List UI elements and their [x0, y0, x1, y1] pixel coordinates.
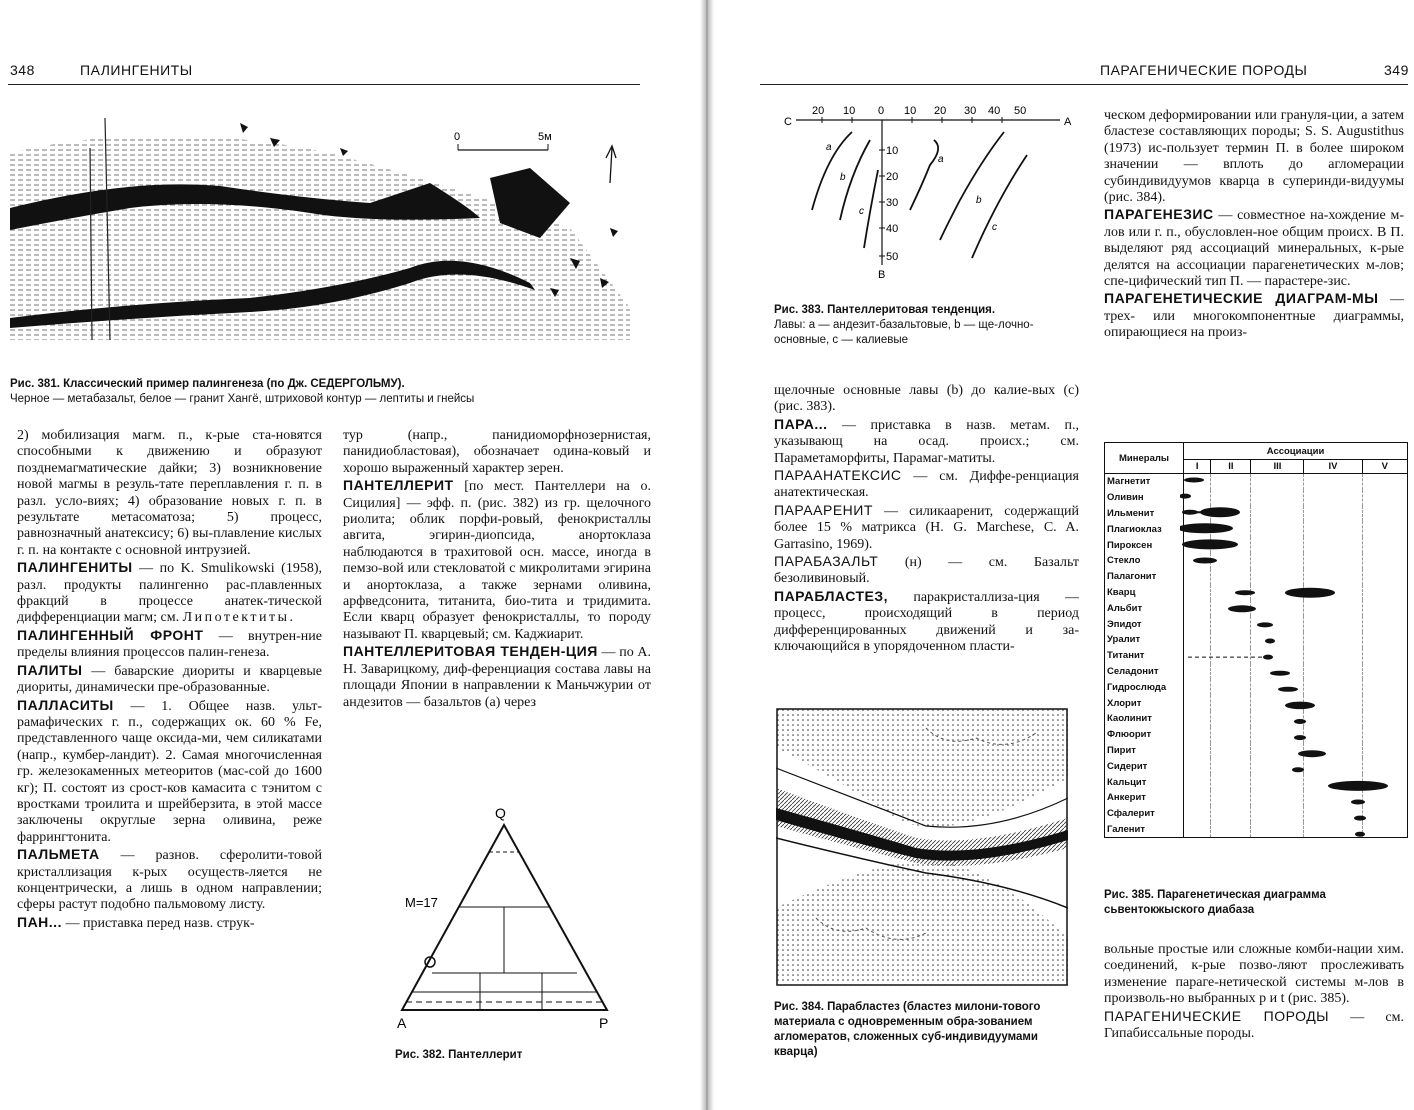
paragraph-plastic-continued: ческом деформировании или грануля-ции, а затем бластезе составляющих породы; S. S. Augustithus (1973) ис-пользует термин П. в более широком значении — вплоть до агломерации субиндивидуумов кварца в суперинди-видуумы (рис. 384).: [1104, 108, 1404, 206]
right-page: [714, 0, 1414, 1110]
mineral-name: Магнетит: [1105, 474, 1184, 490]
occurrence-mark: [1263, 655, 1273, 660]
assoc-number: II: [1211, 460, 1251, 474]
mineral-name: Сидерит: [1105, 758, 1184, 774]
mineral-name: Анкерит: [1105, 790, 1184, 806]
paragraph-lavy-continued: щелочные основные лавы (b) до калие-вых (c) (рис. 383).: [774, 383, 1079, 415]
figure-382-caption: Рис. 382. Пантеллерит: [395, 1049, 523, 1061]
occurrence-mark: [1182, 539, 1238, 549]
svg-text:20: 20: [886, 171, 899, 183]
header-rule-right: [760, 84, 1408, 85]
occurrence-mark: [1351, 800, 1365, 805]
assoc-number: III: [1251, 460, 1304, 474]
occurrence-mark: [1228, 605, 1256, 612]
entry-pallasity: ПАЛЛАСИТЫ — 1. Общее назв. ульт-рамафических г. п., содержащих ок. 60 % Fe, представленного чаще оксида-ми, чем силикатами (напр., кумбер-ландит). 2. Самая многочисленная гр. железокаменных метеоритов (мас-сой до 1600 кг); П. состоят из срост-ков камасита с тэнитом с вростками троилита и шрейберзита, в этой массе заключены округлые зерна оливина, реже фаррингтонита.: [17, 696, 322, 845]
paragraph-intro: 2) мобилизация магм. п., к-рые ста-новятся способными к движению и образуют позднемагматические дайки; 3) возникновение новой магмы в резуль-тате переплавления г. п. в разл. усло-виях; 4) образование новых г. п. в результате метасоматоза; 5) процесс, равнозначный анатексису; 6) вы-плавление кислых г. п. на контакте с основной интрузией.: [17, 428, 322, 558]
occurrence-mark: [1278, 687, 1298, 692]
occurrence-mark: [1285, 702, 1315, 710]
entry-parabazalt: ПАРАБАЗАЛЬТ (н) — см. Базальт безоливиновый.: [774, 553, 1079, 587]
svg-text:a: a: [826, 142, 832, 153]
entry-paragenezis: ПАРАГЕНЕЗИС — совместное на-хождение м-лов или г. п., обусловлен-ное общим происх. В П. выделяют ряд ассоциаций минеральных, к-рые делятся на ассоциации парагенетических м-лов; спе-цифический тип П. — парастере-зис.: [1104, 206, 1404, 290]
occurrence-mark: [1265, 639, 1275, 644]
svg-text:20: 20: [812, 105, 825, 117]
mineral-name: Пирит: [1105, 743, 1184, 759]
mineral-name: Ильменит: [1105, 506, 1184, 522]
entry-palingenity: ПАЛИНГЕНИТЫ — по K. Smulikowski (1958), разл. продукты палингенно рас-плавленных фракций в процессе анатек-тической дифференциации магм; см. Липотектиты.: [17, 559, 322, 626]
figure-383-diagram: [782, 100, 1072, 290]
entry-parablastez: ПАРАБЛАСТЕЗ, паракристаллиза-ция — процесс, происходящий в период дифференцированных движений и за-ключающийся в упорядоченном пласти-: [774, 587, 1079, 655]
svg-text:b: b: [840, 172, 846, 183]
occurrence-mark: [1180, 523, 1233, 533]
left-page: [0, 0, 700, 1110]
right-column-1: [774, 383, 1079, 656]
figure-383-caption-title: Рис. 383. Пантеллеритовая тенденция.: [774, 304, 996, 316]
mineral-name: Селадонит: [1105, 664, 1184, 680]
svg-text:30: 30: [964, 105, 977, 117]
entry-pantelleritovaya-tendentsiya: ПАНТЕЛЛЕРИТОВАЯ ТЕНДЕН-ЦИЯ — по А. Н. Заварицкому, диф-ференциация состава лавы на площади Японии в направлении к Маньчжурии от андезитов — базальтов (a) через: [343, 643, 652, 710]
m-value-label: M=17: [405, 895, 438, 910]
occurrence-mark: [1355, 832, 1365, 837]
occurrence-mark: [1184, 478, 1204, 483]
running-title-left: ПАЛИНГЕНИТЫ: [80, 62, 193, 78]
page-number-left: 348: [10, 62, 35, 78]
scale-label: 5м: [538, 131, 552, 143]
svg-text:b: b: [976, 195, 982, 206]
occurrence-mark: [1298, 750, 1326, 757]
entry-palingennyi-front: ПАЛИНГЕННЫЙ ФРОНТ — внутрен-ние пределы влияния процессов палин-генеза.: [17, 626, 322, 661]
mineral-name: Оливин: [1105, 490, 1184, 506]
left-column-1: [17, 428, 322, 932]
svg-text:30: 30: [886, 197, 899, 209]
occurrence-mark: [1328, 781, 1388, 791]
figure-382-triangle: [392, 800, 632, 1035]
header-rule-left: [8, 84, 640, 85]
occurrence-mark: [1292, 767, 1304, 772]
entry-paraanateksis: ПАРААНАТЕКСИС — см. Диффе-ренциация анатектическая.: [774, 467, 1079, 501]
page-number-right: 349: [1384, 62, 1409, 78]
entry-para: ПАРА... — приставка в назв. метам. п., указывающ на осад. происх.; см. Параметаморфиты, Парамаг-матиты.: [774, 415, 1079, 466]
svg-text:20: 20: [934, 105, 947, 117]
entry-paraarenit: ПАРААРЕНИТ — силикааренит, содержащий более 15 % матрикса (H. G. Marchese, C. A. Garrasino, 1969).: [774, 501, 1079, 552]
mineral-name: Сфалерит: [1105, 806, 1184, 822]
entry-palmeta: ПАЛЬМЕТА — разнов. сферолити-товой кристаллизация к-рых осуществ-ляется не концентрически, а лишь в одном направлении; сферы растут подобно пальмовому листу.: [17, 846, 322, 913]
mineral-name: Палагонит: [1105, 569, 1184, 585]
figure-385-marks: [1180, 472, 1408, 860]
mineral-name: Титанит: [1105, 648, 1184, 664]
paragraph-diagrammy-continued: вольные простые или сложные комби-нации хим. соединений, к-рые позво-ляют прослеживать изменение параге-нетической системы м-лов в произволь-но выбранных p и t (рис. 385).: [1104, 942, 1404, 1007]
occurrence-mark: [1285, 588, 1335, 598]
mineral-name: Кварц: [1105, 585, 1184, 601]
mineral-name: Эпидот: [1105, 616, 1184, 632]
figure-384-caption: Рис. 384. Парабластез (бластез милони-тового материала с одновременным обра-зованием агломератов, сложенных суб-индивидуумами кварца): [774, 1001, 1041, 1058]
svg-text:c: c: [992, 222, 997, 233]
svg-text:10: 10: [904, 105, 917, 117]
figure-381-illustration: [10, 108, 645, 340]
occurrence-mark: [1257, 622, 1273, 627]
svg-text:B: B: [878, 269, 886, 281]
vertex-q-label: Q: [495, 805, 506, 821]
header-associations: Ассоциации: [1184, 443, 1408, 460]
left-column-2: [343, 428, 651, 711]
mineral-name: Плагиоклаз: [1105, 521, 1184, 537]
figure-381-caption-text: Черное — метабазальт, белое — гранит Хангё, штриховой контур — лептиты и гнейсы: [10, 393, 475, 405]
mineral-name: Хлорит: [1105, 695, 1184, 711]
header-minerals: Минералы: [1105, 443, 1184, 474]
figure-381-caption-title: Рис. 381. Классический пример палингенеза (по Дж. СЕДЕРГОЛЬМУ).: [10, 378, 405, 390]
mineral-name: Уралит: [1105, 632, 1184, 648]
occurrence-mark: [1193, 558, 1217, 564]
svg-text:c: c: [859, 206, 864, 217]
svg-text:50: 50: [886, 251, 899, 263]
mineral-name: Стекло: [1105, 553, 1184, 569]
svg-text:10: 10: [843, 105, 856, 117]
mineral-name: Гидрослюда: [1105, 679, 1184, 695]
entry-pan: ПАН... — приставка перед назв. струк-: [17, 913, 255, 931]
figure-384-parablastez: [776, 708, 1068, 986]
mineral-name: Флюорит: [1105, 727, 1184, 743]
north-arrow-icon: [606, 146, 616, 183]
right-column-2-bottom: [1104, 942, 1404, 1042]
mineral-name: Альбит: [1105, 600, 1184, 616]
svg-text:50: 50: [1014, 105, 1027, 117]
occurrence-mark: [1294, 719, 1306, 724]
entry-pality: ПАЛИТЫ — баварские диориты и кварцевые диориты, динамически пре-образованные.: [17, 661, 322, 696]
occurrence-mark: [1294, 735, 1306, 740]
mineral-name: Галенит: [1105, 822, 1184, 838]
assoc-number: I: [1184, 460, 1211, 474]
assoc-number: IV: [1304, 460, 1362, 474]
mineral-name: Пироксен: [1105, 537, 1184, 553]
vertex-p-label: P: [599, 1015, 609, 1031]
paragraph-pan-continued: тур (напр., панидиоморфнозернистая, панидиобластовая), обозначает одина-ковый и хорошо выраженный характер зерен.: [343, 428, 651, 476]
svg-text:40: 40: [988, 105, 1001, 117]
occurrence-mark: [1235, 590, 1255, 595]
mineral-name: Каолинит: [1105, 711, 1184, 727]
svg-text:C: C: [784, 116, 792, 128]
mineral-name: Кальцит: [1105, 774, 1184, 790]
svg-text:40: 40: [886, 223, 899, 235]
page-gutter: [700, 0, 714, 1110]
svg-text:A: A: [1064, 116, 1072, 128]
figure-383-caption-text: Лавы: a — андезит-базальтовые, b — ще-лочно-основные, c — калиевые: [774, 319, 1034, 346]
entry-parageneticheskie-diagrammy: ПАРАГЕНЕТИЧЕСКИЕ ДИАГРАМ-МЫ — трех- или многокомпонентные диаграммы, опирающиеся на произ-: [1104, 290, 1404, 341]
figure-385-caption: Рис. 385. Парагенетическая диаграмма сьвентокжыского диабаза: [1104, 889, 1326, 916]
right-column-2: [1104, 108, 1404, 342]
entry-pantellerit: ПАНТЕЛЛЕРИТ [по мест. Пантеллери на о. Сицилия] — эфф. п. (рис. 382) из гр. щелочного риолита; облик порфи-ровый, фенокристаллы авгита, эгирин-диопсида, анортоклаза наблюдаются в трахитовой осн. массе, иногда в пемзо-вой или стекловатой с микролитами эгирина и анортоклаза, а также зернами оливина, арфведсонита, титанита, био-тита и тридимита. Если кварц образует фенокристаллы, то породу называют П. кварцевый; см. Каджиарит.: [343, 477, 651, 642]
assoc-number: V: [1362, 460, 1408, 474]
running-title-right: ПАРАГЕНИЧЕСКИЕ ПОРОДЫ: [1100, 62, 1308, 78]
vertex-a-label: A: [397, 1015, 407, 1031]
svg-text:10: 10: [886, 145, 899, 157]
occurrence-mark: [1270, 671, 1290, 676]
scale-zero: 0: [454, 131, 461, 143]
occurrence-mark: [1354, 816, 1366, 821]
occurrence-mark: [1180, 494, 1191, 499]
svg-text:a: a: [938, 154, 944, 165]
entry-paragenicheskie-porody: ПАРАГЕНИЧЕСКИЕ ПОРОДЫ — см. Гипабиссальные породы.: [1104, 1007, 1404, 1042]
svg-text:0: 0: [878, 105, 885, 117]
